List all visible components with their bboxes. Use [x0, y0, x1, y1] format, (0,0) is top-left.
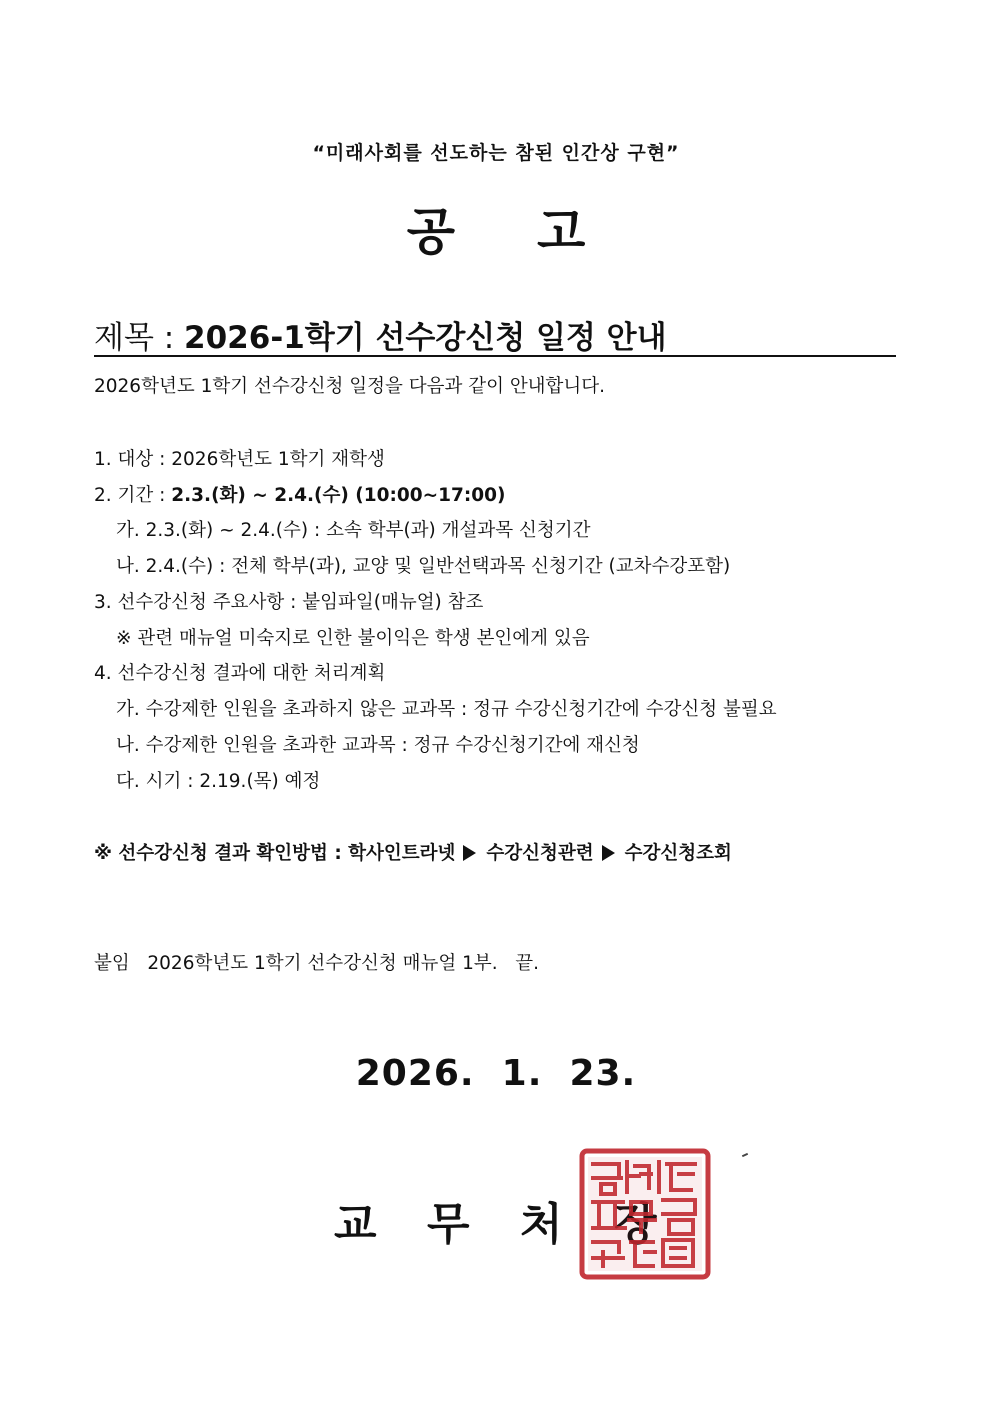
stray-mark — [742, 1153, 748, 1157]
period-value: 2.3.(화) ~ 2.4.(수) (10:00~17:00) — [171, 485, 506, 506]
item-notes: 3. 선수강신청 주요사항 : 붙임파일(매뉴얼) 참조 — [94, 592, 484, 613]
title-char-2: 고 — [537, 203, 586, 261]
arrow-right-icon — [602, 845, 615, 861]
official-seal-icon — [579, 1148, 711, 1280]
issue-date: 2026. 1. 23. — [355, 1053, 637, 1094]
check-method-step3: 수강신청조회 — [624, 843, 732, 864]
item-plan-a: 가. 수강제한 인원을 초과하지 않은 교과목 : 정규 수강신청기간에 수강신청 불필요 — [116, 699, 777, 720]
item-period-b: 나. 2.4.(수) : 전체 학부(과), 교양 및 일반선택과목 신청기간 (교차수강포함) — [116, 556, 731, 577]
check-method-step2: 수강신청관련 — [486, 843, 594, 864]
item-plan-b: 나. 수강제한 인원을 초과한 교과목 : 정규 수강신청기간에 재신청 — [116, 735, 640, 756]
signatory-char-3: 처 — [520, 1199, 563, 1250]
title-char-1: 공 — [406, 203, 455, 261]
subject-line — [94, 312, 896, 357]
subject-label: 제목 : — [94, 320, 185, 356]
check-method-note — [94, 839, 732, 865]
check-method-prefix: ※ 선수강신청 결과 확인방법 : 학사인트라넷 — [94, 843, 456, 864]
signatory-char-4: 장 — [614, 1199, 657, 1250]
signatory-char-1: 교 — [334, 1199, 377, 1250]
period-label: 2. 기간 : — [94, 485, 172, 506]
item-period-a: 가. 2.3.(화) ~ 2.4.(수) : 소속 학부(과) 개설과목 신청기간 — [116, 520, 591, 541]
arrow-right-icon — [463, 845, 476, 861]
signatory-char-2: 무 — [427, 1199, 470, 1250]
attachment-line: 붙임 2026학년도 1학기 선수강신청 매뉴얼 1부. 끝. — [94, 953, 539, 974]
subject-value: 2026-1학기 선수강신청 일정 안내 — [184, 320, 667, 356]
item-plan: 4. 선수강신청 결과에 대한 처리계획 — [94, 663, 386, 684]
item-plan-c: 다. 시기 : 2.19.(목) 예정 — [116, 771, 321, 792]
item-target: 1. 대상 : 2026학년도 1학기 재학생 — [94, 449, 385, 470]
item-notes-warning: ※ 관련 매뉴얼 미숙지로 인한 불이익은 학생 본인에게 있음 — [116, 628, 590, 649]
motto: “미래사회를 선도하는 참된 인간상 구현” — [312, 142, 680, 164]
item-period — [94, 481, 505, 507]
intro-text: 2026학년도 1학기 선수강신청 일정을 다음과 같이 안내합니다. — [94, 376, 606, 397]
document-type-title — [0, 192, 992, 264]
